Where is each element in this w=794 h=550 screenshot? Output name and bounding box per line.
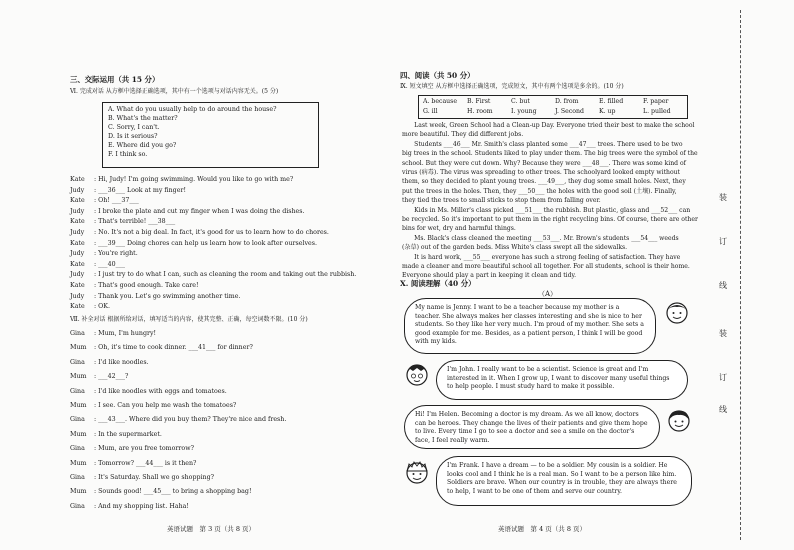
passage-line: more beautiful. They did different jobs.: [402, 131, 524, 139]
dialogue-line: : ___39___ Doing chores can help us learn how to look after ourselves.: [94, 239, 318, 247]
option-f: F. I think so.: [108, 151, 148, 158]
speaker-label: Kate: [70, 218, 85, 226]
speaker-label: Mum: [70, 430, 87, 438]
dialogue-line: : Thank you. Let's go swimming another time.: [94, 292, 241, 300]
dialogue-line: : Mum, are you free tomorrow?: [94, 445, 194, 453]
dialogue-line: : Hi, Judy! I'm going swimming. Would you like to go with me?: [94, 176, 294, 183]
word-option-a: A. because: [423, 98, 458, 105]
speaker-label: Gina: [70, 358, 85, 366]
speaker-label: Judy: [70, 207, 85, 215]
dialogue-line: : ___42___?: [94, 373, 129, 381]
speaker-label: Judy: [70, 186, 85, 194]
speech-bubble-frank: I'm Frank. I have a dream — to be a soldier. My cousin is a soldier. He looks cool and I think he is a real man. So I want to be a person like him. Soldiers are brave. When our country is in trouble, they are always there to help, I want to be one of them and serve our country.: [436, 456, 692, 506]
dialogue-line: : I'd like noodles with eggs and tomatoes.: [94, 387, 227, 395]
speaker-label: Judy: [70, 250, 85, 258]
speech-bubble-helen: Hi! I'm Helen. Becoming a doctor is my dream. As we all know, doctors can be heroes. They change the lives of their patients and give them hope to live. Every time I go to see a doctor and see a smile on the doctor's face, I feel really warm.: [404, 405, 660, 449]
binding-char-4: 装: [719, 329, 727, 338]
speaker-label: Kate: [70, 176, 85, 183]
speaker-label: Gina: [70, 330, 85, 337]
option-e: E. Where did you go?: [108, 142, 177, 149]
dialogue-line: : Tomorrow? ___44___ is it then?: [94, 459, 197, 467]
word-option-d: D. from: [555, 98, 579, 105]
word-option-f: F. paper: [643, 98, 669, 105]
passage-line: bins for wet, dry and harmful things.: [402, 225, 516, 233]
girl-face-icon: [664, 300, 690, 324]
speech-bubble-jenny: My name is Jenny. I want to be a teacher because my mother is a teacher. She always makes her classes interesting and she is nice to her students. So they like her very much. I'm proud of my mother. She sets a good example for me. Besides, as a patient person, I think I will be good with my kids.: [404, 298, 656, 354]
speaker-label: Gina: [70, 474, 85, 481]
speaker-label: Kate: [70, 239, 85, 247]
speaker-label: Mum: [70, 488, 87, 496]
word-option-i: I. young: [511, 108, 537, 115]
binding-char-3: 线: [719, 281, 727, 290]
dialogue-line: : OK.: [94, 303, 110, 311]
dialogue-line: : ___40___: [94, 260, 126, 268]
passage-line: virus (病毒). The virus was spreading to other trees. The schoolyard looked empty without: [402, 169, 680, 176]
word-option-b: B. First: [467, 98, 491, 105]
speaker-label: Kate: [70, 197, 85, 205]
passage-line: be recycled. So it's important to put them in the right recycling bins. Of course, there are other: [402, 216, 698, 223]
binding-char-2: 订: [719, 237, 727, 246]
word-option-e: E. filled: [599, 98, 624, 105]
speaker-label: Gina: [70, 387, 85, 395]
dialogue-line: : I'd like noodles.: [94, 358, 149, 366]
dialogue-line: : No. It's not a big deal. In fact, it's good for us to learn how to do chores.: [94, 229, 329, 236]
dialogue-line: : ___43___. Where did you buy them? They're nice and fresh.: [94, 416, 287, 424]
passage-line: Everyone should play a part in keeping it clean and tidy.: [402, 272, 577, 280]
speaker-label: Mum: [70, 459, 87, 467]
dialogue-line: : ___36___ Look at my finger!: [94, 186, 186, 194]
part9-instruction: Ⅸ. 短文填空 从方框中选择正确选项，完成短文，其中有两个选项是多余的。(10 分): [400, 83, 624, 90]
speaker-label: Kate: [70, 260, 85, 268]
passage-line: Students ___46___ Mr. Smith's class planted some ___47___ trees. There used to be two: [402, 140, 683, 148]
passage-line: Ms. Black's class cleaned the meeting ___53___. Mr. Brown's students ___54___ weeds: [402, 234, 679, 242]
boy-face-icon: [404, 362, 430, 386]
speaker-label: Gina: [70, 502, 85, 510]
part10-title: X. 阅读理解（40 分）: [400, 279, 476, 288]
speaker-label: Kate: [70, 303, 85, 311]
option-c: C. Sorry, I can't.: [108, 124, 160, 131]
speaker-label: Mum: [70, 344, 87, 352]
binding-line: [740, 10, 741, 540]
dialogue-line: : I see. Can you help me wash the tomatoes?: [94, 402, 237, 409]
dialogue-line: : It's Saturday. Shall we go shopping?: [94, 474, 214, 481]
dialogue-line: : In the supermarket.: [94, 430, 162, 438]
dialogue-line: : Oh, it's time to cook dinner. ___41___ for dinner?: [94, 344, 253, 352]
passage-line: big trees in the school. Students liked to play under them. The big trees were the symbol of the: [402, 150, 698, 158]
option-a: A. What do you usually help to do around the house?: [108, 106, 277, 113]
boy-face-icon-2: [404, 460, 430, 484]
dialogue-line: : Oh! ___37___: [94, 197, 139, 205]
speaker-label: Judy: [70, 292, 85, 300]
girl-face-icon-2: [666, 408, 692, 432]
passage-line: they tied the trees to small sticks to stop them from falling over.: [402, 197, 601, 205]
section-title-4: 四、阅读（共 50 分）: [400, 71, 475, 80]
speaker-label: Judy: [70, 271, 85, 279]
speech-bubble-john: I'm John. I really want to be a scientist. Science is great and I'm interested in it. When I grow up, I want to discover many useful things to help people. I must study hard to make it possible.: [436, 360, 688, 400]
part6-instruction: Ⅵ. 完成对话 从方框中选择正确选项，其中有一个选项与对话内容无关。(5 分): [70, 88, 279, 95]
word-option-g: G. ill: [423, 108, 438, 115]
dialogue-line: : Mum, I'm hungry!: [94, 330, 157, 337]
left-footer: 英语试题 第 3 页（共 8 页）: [167, 525, 256, 533]
passage-line: school. But they were cut down. Why? Because they were ___48___. There was some kind of: [402, 159, 686, 167]
dialogue-line: : And my shopping list. Haha!: [94, 502, 189, 510]
word-option-l: L. pulled: [643, 108, 671, 115]
word-option-k: K. up: [599, 108, 616, 115]
binding-char-1: 装: [719, 193, 727, 202]
passage-line: (杂草) out of the garden beds. Miss White's class swept all the sidewalks.: [402, 244, 628, 252]
passage-line: them, so they decided to plant young trees. ___49___, they dug some small holes. Next, they: [402, 178, 686, 186]
part7-instruction: Ⅶ. 补全对话 根据所给对话，填写适当的内容，使其完整、正确，每空词数不限。(10 分): [70, 316, 308, 323]
dialogue-line: : You're right.: [94, 250, 138, 258]
passage-line: Last week, Green School had a Clean-up Day. Everyone tried their best to make the school: [402, 122, 695, 129]
dialogue-line: : Sounds good! ___45___ to bring a shopping bag!: [94, 488, 252, 496]
passage-line: made a cleaner and more beautiful school all together. For all students, school is their home.: [402, 263, 690, 270]
section-title-3: 三、交际运用（共 15 分）: [70, 75, 160, 84]
word-options-box: [418, 95, 688, 119]
speaker-label: Gina: [70, 416, 85, 424]
speaker-label: Kate: [70, 282, 85, 289]
dialogue-line: : I just try to do what I can, such as cleaning the room and taking out the rubbish.: [94, 271, 357, 279]
speaker-label: Judy: [70, 229, 85, 236]
word-option-j: J. Second: [555, 108, 584, 115]
passage-label: （A）: [538, 290, 558, 298]
passage-line: put the trees in the holes. Then, they ___50___ the holes with the good soil (土壤). Finally,: [402, 187, 677, 195]
dialogue-line: : That's terrible! ___38___: [94, 218, 176, 226]
binding-char-5: 订: [719, 373, 727, 382]
speaker-label: Mum: [70, 402, 87, 409]
passage-line: It is hard work, ___55___ everyone has such a strong feeling of satisfaction. They have: [402, 253, 681, 261]
passage-line: Kids in Ms. Miller's class picked ___51___ the rubbish. But plastic, glass and ___52___ can: [402, 206, 691, 214]
option-d: D. Is it serious?: [108, 133, 158, 140]
dialogue-line: : That's good enough. Take care!: [94, 282, 199, 289]
option-b: B. What's the matter?: [108, 115, 178, 122]
word-option-h: H. room: [467, 108, 493, 115]
speaker-label: Gina: [70, 445, 85, 453]
binding-char-6: 线: [719, 405, 727, 414]
word-option-c: C. but: [511, 98, 530, 105]
speaker-label: Mum: [70, 373, 87, 381]
right-footer: 英语试题 第 4 页（共 8 页）: [498, 525, 587, 533]
dialogue-line: : I broke the plate and cut my finger when I was doing the dishes.: [94, 207, 305, 215]
left-page: [62, 0, 392, 550]
